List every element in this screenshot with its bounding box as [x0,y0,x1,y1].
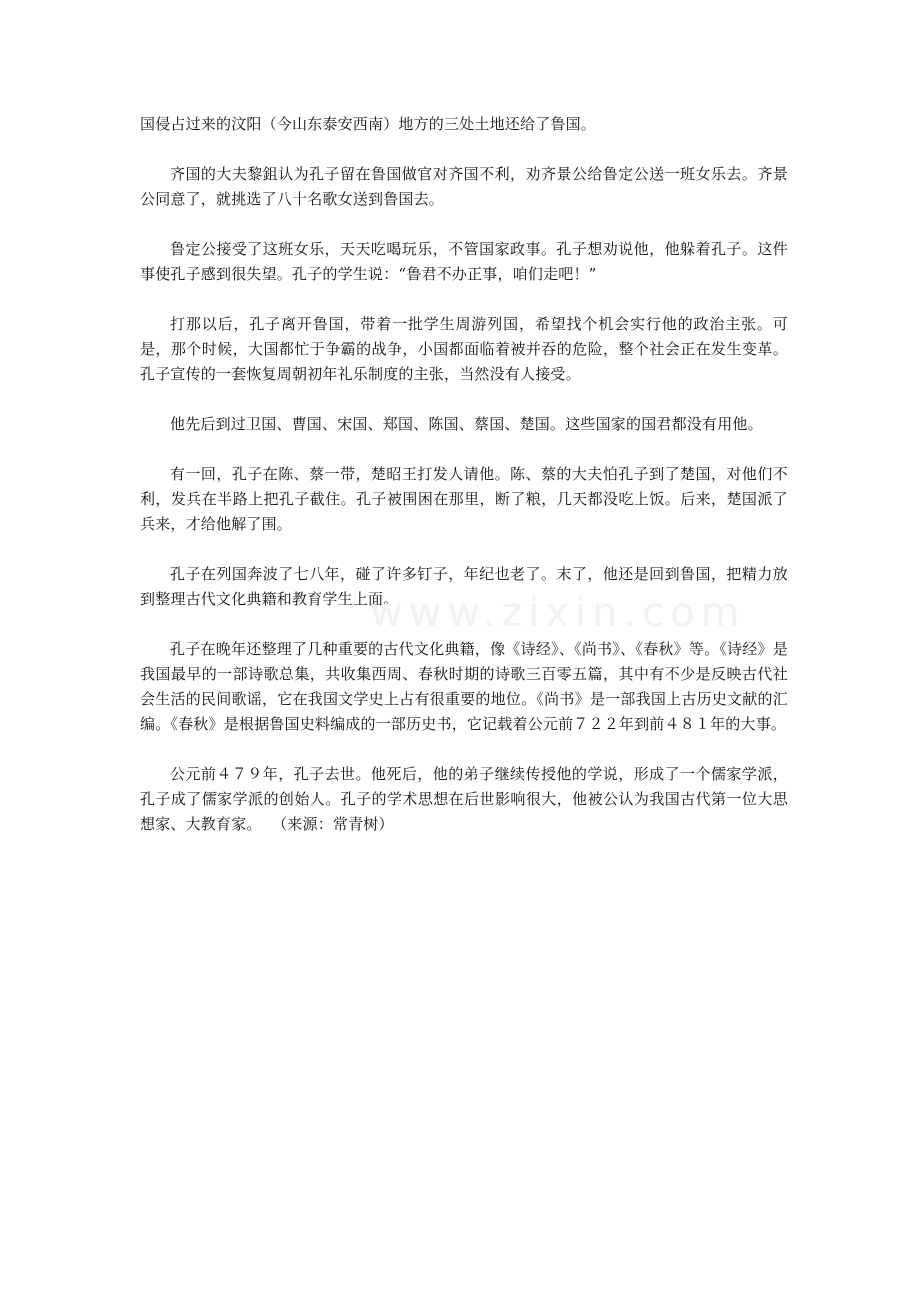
paragraph-6: 有一回，孔子在陈、蔡一带，楚昭王打发人请他。陈、蔡的大夫怕孔子到了楚国，对他们不利，发兵在半路上把孔子截住。孔子被围困在那里，断了粮，几天都没吃上饭。后来，楚国派了兵来，才给他解了围。 [140,465,788,533]
paragraph-2: 齐国的大夫黎鉏认为孔子留在鲁国做官对齐国不利，劝齐景公给鲁定公送一班女乐去。齐景公同意了，就挑选了八十名歌女送到鲁国去。 [140,165,788,208]
paragraph-1: 国侵占过来的汶阳（今山东泰安西南）地方的三处土地还给了鲁国。 [140,115,597,133]
paragraph-9 [140,762,788,837]
paragraph-5: 他先后到过卫国、曹国、宋国、郑国、陈国、蔡国、楚国。这些国家的国君都没有用他。 [170,415,763,433]
document-body [140,112,788,862]
watermark: www.zixin.com [370,590,746,636]
paragraph-4: 打那以后，孔子离开鲁国，带着一批学生周游列国，希望找个机会实行他的政治主张。可是，那个时候，大国都忙于争霸的战争，小国都面临着被并吞的危险，整个社会正在发生变革。孔子宣传的一套恢复周朝初年礼乐制度的主张，当然没有人接受。 [140,315,788,383]
source-note: （来源：常青树） [279,815,394,833]
paragraph-9-text: 公元前４７９年，孔子去世。他死后，他的弟子继续传授他的学说，形成了一个儒家学派，孔子成了儒家学派的创始人。孔子的学术思想在后世影响很大，他被公认为我国古代第一位大思想家、大教育家。 [140,765,788,833]
paragraph-7: 孔子在列国奔波了七八年，碰了许多钉子，年纪也老了。末了，他还是回到鲁国，把精力放到整理古代文化典籍和教育学生上面。 [140,565,788,608]
paragraph-8: 孔子在晚年还整理了几种重要的古代文化典籍，像《诗经》、《尚书》、《春秋》等。《诗经》是我国最早的一部诗歌总集，共收集西周、春秋时期的诗歌三百零五篇，其中有不少是反映古代社会生活的民间歌谣，它在我国文学史上占有很重要的地位。《尚书》是一部我国上古历史文献的汇编。《春秋》是根据鲁国史料编成的一部历史书，它记载着公元前７２２年到前４８１年的大事。 [140,640,788,733]
paragraph-3: 鲁定公接受了这班女乐，天天吃喝玩乐，不管国家政事。孔子想劝说他，他躲着孔子。这件事使孔子感到很失望。孔子的学生说：“鲁君不办正事，咱们走吧！” [140,240,788,283]
